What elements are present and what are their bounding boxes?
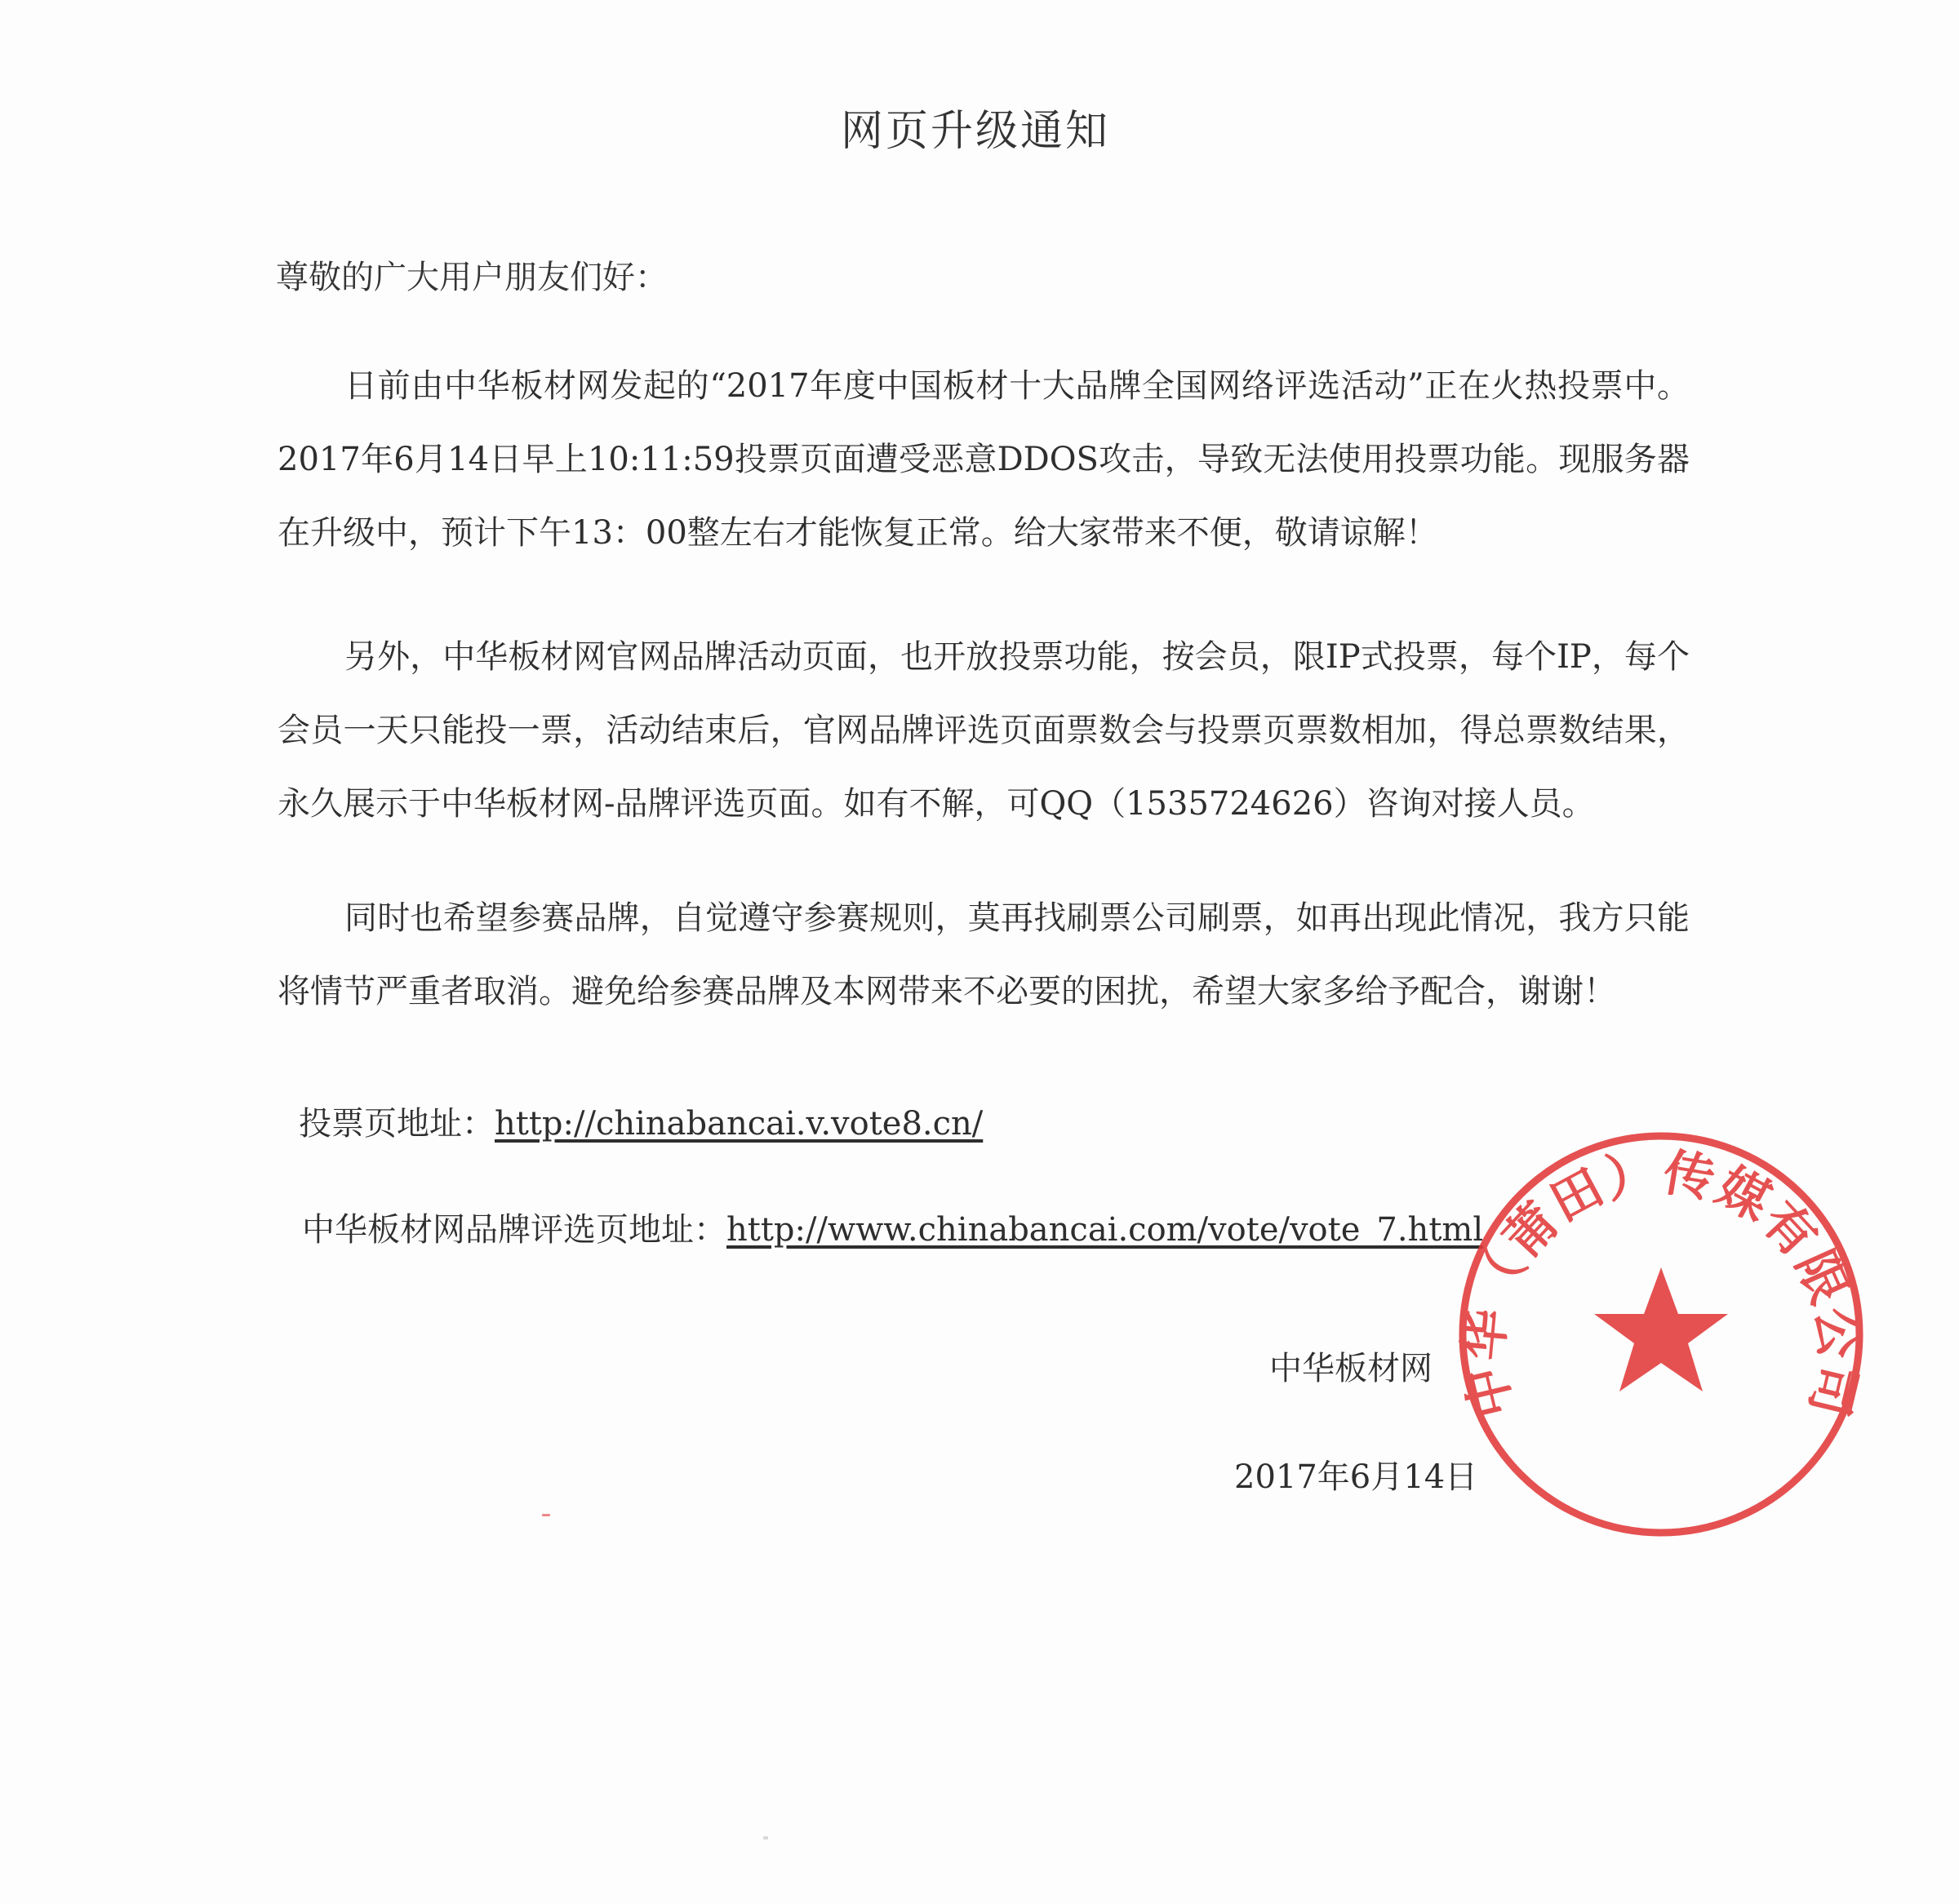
brand-page-label: 中华板材网品牌评选页地址： (302, 1211, 726, 1249)
brand-page-link[interactable]: http://www.chinabancai.com/vote/vote_7.html (726, 1211, 1484, 1249)
vote-page-address (299, 1098, 983, 1144)
scan-speck (763, 1836, 768, 1840)
signature: 中华板材网 (1269, 1350, 1433, 1387)
paragraph-rules: 同时也希望参赛品牌，自觉遵守参赛规则，莫再找刷票公司刷票，如再出现此情况，我方只能将情节严重者取消。避免给参赛品牌及本网带来不必要的困扰，希望大家多给予配合，谢谢！ (278, 899, 1690, 1010)
brand-page-address (302, 1204, 1483, 1250)
seal-text: 中华（莆田）传媒有限公司 (1453, 1142, 1869, 1424)
star-icon (1594, 1267, 1728, 1391)
vote-page-link[interactable]: http://chinabancai.v.vote8.cn/ (495, 1105, 984, 1143)
vote-page-label: 投票页地址： (299, 1105, 495, 1143)
signature-date: 2017年6月14日 (1234, 1458, 1478, 1496)
paragraph-outage: 日前由中华板材网发起的“2017年度中国板材十大品牌全国网络评选活动”正在火热投票中。2017年6月14日早上10:11:59投票页面遭受恶意DDOS攻击，导致无法使用投票功能。现服务器在升级中，预计下午13：00整左右才能恢复正常。给大家带来不便，敬请谅解！ (278, 367, 1690, 552)
company-seal (1449, 1122, 1873, 1547)
paragraph-official-voting: 另外，中华板材网官网品牌活动页面，也开放投票功能，按会员，限IP式投票，每个IP，每个会员一天只能投一票，活动结束后，官网品牌评选页面票数会与投票页票数相加，得总票数结果，永久展示于中华板材网-品牌评选页面。如有不解，可QQ（1535724626）咨询对接人员。 (278, 638, 1690, 823)
scan-speck (542, 1514, 550, 1516)
greeting: 尊敬的广大用户朋友们好： (276, 259, 668, 296)
page-title: 网页升级通知 (840, 107, 1110, 156)
